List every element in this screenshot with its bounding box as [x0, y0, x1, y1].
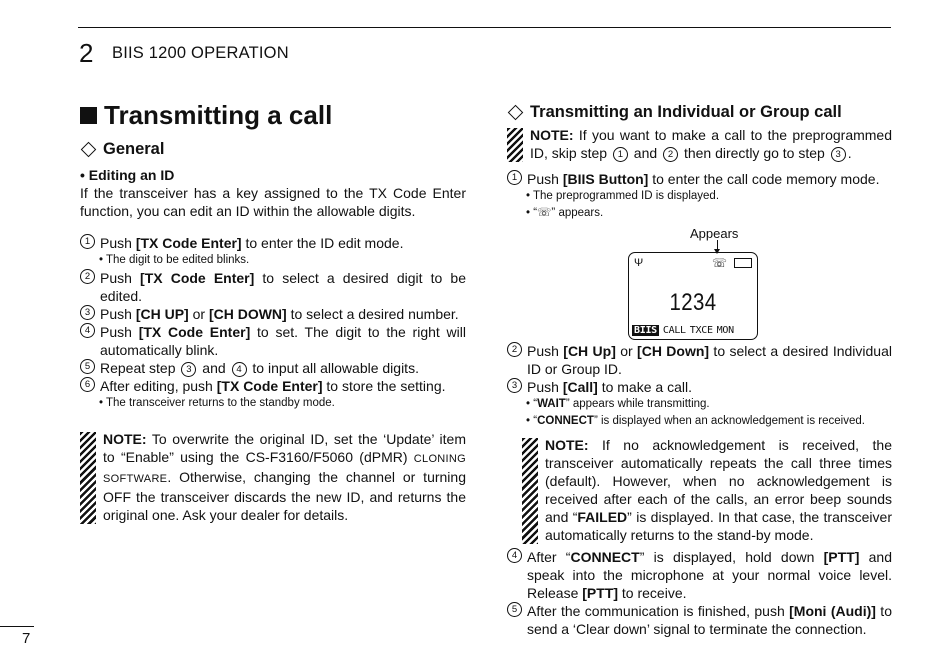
callout-arrow-icon: [717, 240, 718, 251]
page-number: 7: [22, 630, 31, 647]
step-3: 3 Push [CH UP] or [CH DOWN] to select a desired number.: [80, 305, 466, 323]
header-rule: [78, 27, 891, 28]
phone-icon: ☏: [712, 256, 728, 271]
note-hatch-icon: [507, 128, 523, 162]
biis-indicator: BIIS: [634, 325, 657, 337]
step-1-note: • The digit to be edited blinks.: [99, 254, 250, 266]
step-4: 4 Push [TX Code Enter] to set. The digit to the right will automatically blink.: [80, 323, 466, 359]
note-hatch-icon: [522, 438, 538, 544]
page-title: Transmitting a call: [80, 98, 466, 132]
diamond-icon: [508, 104, 524, 120]
r-step-1-note-b: • “☏” appears.: [526, 207, 604, 220]
r-step-2: 2 Push [CH Up] or [CH Down] to select a desired Individual ID or Group ID.: [507, 342, 892, 378]
r-step-3-note-b: • “CONNECT” is displayed when an acknowledgement is received.: [526, 415, 865, 428]
square-bullet-icon: [80, 107, 97, 124]
mon-indicator: MON: [716, 325, 734, 337]
chapter-number: 2: [79, 38, 94, 68]
chapter-title: BIIS 1200 OPERATION: [112, 44, 289, 62]
left-column: [80, 98, 466, 524]
r-step-5: 5 After the communication is finished, push [Moni (Audi)] to send a ‘Clear down’ signal to terminate the connection.: [507, 602, 892, 638]
note-skip-steps: NOTE: If you want to make a call to the preprogrammed ID, skip step 1 and 2 then directly go to step 3 .: [507, 126, 892, 162]
section-heading-general: General: [80, 138, 466, 160]
lcd-id-number: 1234: [669, 289, 717, 317]
appears-callout: Appears: [690, 226, 739, 242]
note-no-ack: NOTE: If no acknowledgement is received, the transceiver automatically repeats the call three times (default). However, when no acknowledgement is received after each of the calls, an error beep sounds and “FAILED” is displayed. In that case, the transceiver automatically returns to the stand-by mode.: [522, 436, 892, 544]
step-6-note: • The transceiver returns to the standby mode.: [99, 397, 335, 410]
txce-indicator: TXCE: [689, 325, 713, 337]
step-2: 2 Push [TX Code Enter] to select a desired digit to be edited.: [80, 269, 466, 305]
step-1: 1 Push [TX Code Enter] to enter the ID edit mode.: [80, 234, 466, 252]
battery-icon: [734, 258, 752, 268]
intro-paragraph: If the transceiver has a key assigned to the TX Code Enter function, you can edit an ID within the allowable digits.: [80, 185, 466, 219]
subsection-heading: • Editing an ID: [80, 167, 175, 183]
r-step-4: 4 After “CONNECT” is displayed, hold down [PTT] and speak into the microphone at your normal voice level. Release [PTT] to receive.: [507, 548, 892, 602]
lcd-indicators: [632, 325, 734, 336]
antenna-icon: Ψ: [634, 257, 644, 270]
lcd-display: [628, 252, 758, 340]
lcd-illustration: [507, 226, 892, 337]
r-step-3-note-a: • “WAIT” appears while transmitting.: [526, 398, 710, 411]
right-column: [507, 101, 892, 638]
r-step-1-note-a: • The preprogrammed ID is displayed.: [526, 190, 720, 203]
section-heading-transmit: Transmitting an Individual or Group call: [507, 101, 892, 123]
r-step-3: 3 Push [Call] to make a call.: [507, 378, 892, 396]
call-indicator: CALL: [662, 325, 686, 337]
r-step-1: 1 Push [BIIS Button] to enter the call code memory mode.: [507, 170, 892, 188]
step-5: 5 Repeat step 3 and 4 to input all allowable digits.: [80, 359, 466, 377]
step-6: 6 After editing, push [TX Code Enter] to store the setting.: [80, 377, 466, 395]
diamond-icon: [81, 141, 97, 157]
note-update-id: NOTE: To overwrite the original ID, set the ‘Update’ item to “Enable” using the CS-F3160/F5060 (dPMR) CLONING SOFTWARE. Otherwise, changing the channel or turning OFF the transceiver discards the new ID, and returns the original one. Ask your dealer for details.: [80, 430, 466, 524]
note-hatch-icon: [80, 432, 96, 524]
footer-rule: [0, 626, 34, 627]
